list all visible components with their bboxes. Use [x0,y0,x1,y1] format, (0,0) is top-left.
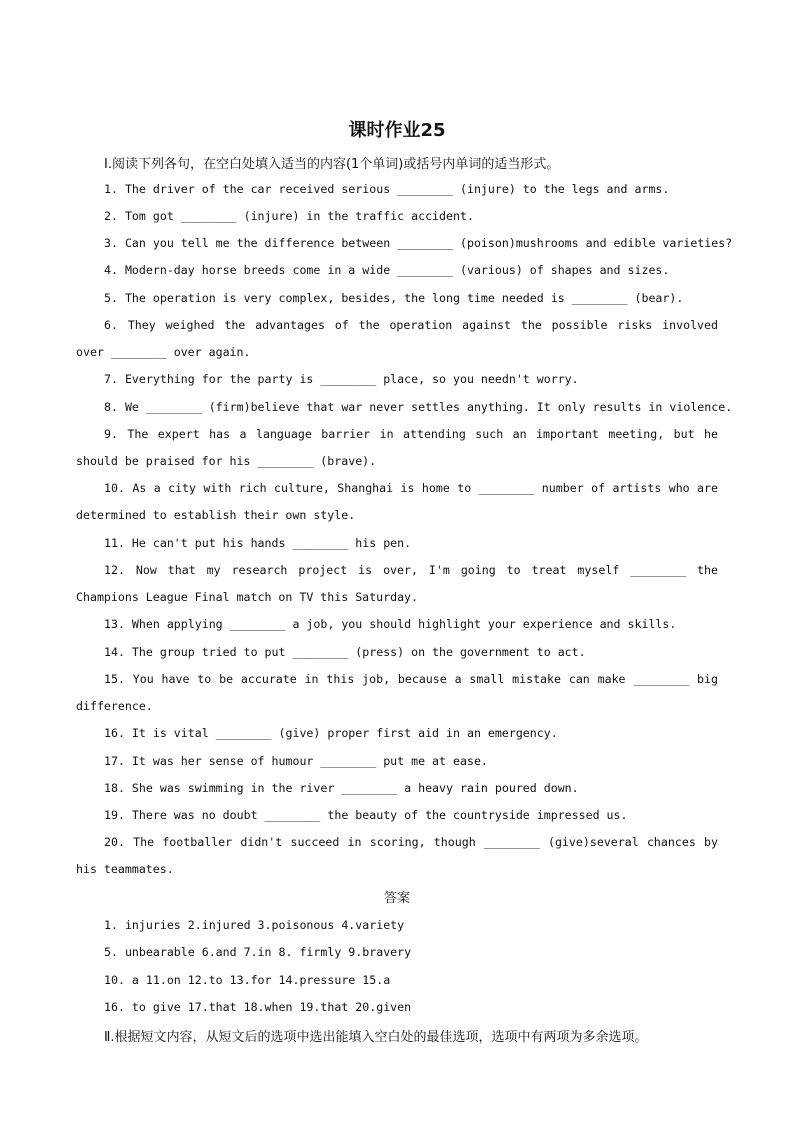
question-14: 14. The group tried to put ________ (press) on the government to act. [104,645,586,659]
question-9: 9. The expert has a language barrier in attending such an important meeting, but he should be praised for his ________ (brave). [76,427,718,469]
section-two-instruction: Ⅱ.根据短文内容，从短文后的选项中选出能填入空白处的最佳选项，选项中有两项为多余选项。 [104,1030,648,1045]
question-10: 10. As a city with rich culture, Shanghai is home to ________ number of artists who are determined to establish their own style. [76,481,718,523]
answer-line-3: 10. a 11.on 12.to 13.for 14.pressure 15.a [104,973,391,987]
question-7: 7. Everything for the party is ________ place, so you needn't worry. [104,372,579,386]
question-4: 4. Modern-day horse breeds come in a wide ________ (various) of shapes and sizes. [104,263,670,277]
question-3: 3. Can you tell me the difference between ________ (poison)mushrooms and edible varieties? [104,236,733,250]
question-17: 17. It was her sense of humour ________ put me at ease. [104,754,488,768]
answer-heading: 答案 [383,891,410,906]
question-20: 20. The footballer didn't succeed in scoring, though ________ (give)several chances by his teammates. [76,835,718,877]
question-12: 12. Now that my research project is over, I'm going to treat myself ________ the Champions League Final match on TV this Saturday. [76,563,718,605]
question-19: 19. There was no doubt ________ the beauty of the countryside impressed us. [104,808,628,822]
question-16: 16. It is vital ________ (give) proper first aid in an emergency. [104,726,558,740]
question-5: 5. The operation is very complex, besides, the long time needed is ________ (bear). [104,291,684,305]
section-one-instruction: Ⅰ.阅读下列各句，在空白处填入适当的内容(1个单词)或括号内单词的适当形式。 [104,157,560,172]
question-2: 2. Tom got ________ (injure) in the traffic accident. [104,209,474,223]
question-15: 15. You have to be accurate in this job, because a small mistake can make ________ big difference. [76,672,718,714]
question-13: 13. When applying ________ a job, you should highlight your experience and skills. [104,617,677,631]
answer-line-2: 5. unbearable 6.and 7.in 8. firmly 9.bravery [104,945,412,959]
question-1: 1. The driver of the car received serious ________ (injure) to the legs and arms. [104,182,670,196]
question-11: 11. He can't put his hands ________ his pen. [104,536,412,550]
question-6: 6. They weighed the advantages of the operation against the possible risks involved over ________ over again. [76,318,718,360]
answer-line-4: 16. to give 17.that 18.when 19.that 20.given [104,1000,412,1014]
question-8: 8. We ________ (firm)believe that war never settles anything. It only results in violence. [104,400,733,414]
answer-line-1: 1. injuries 2.injured 3.poisonous 4.variety [104,918,405,932]
page-title: 课时作业25 [348,120,446,141]
question-18: 18. She was swimming in the river ________ a heavy rain poured down. [104,781,579,795]
